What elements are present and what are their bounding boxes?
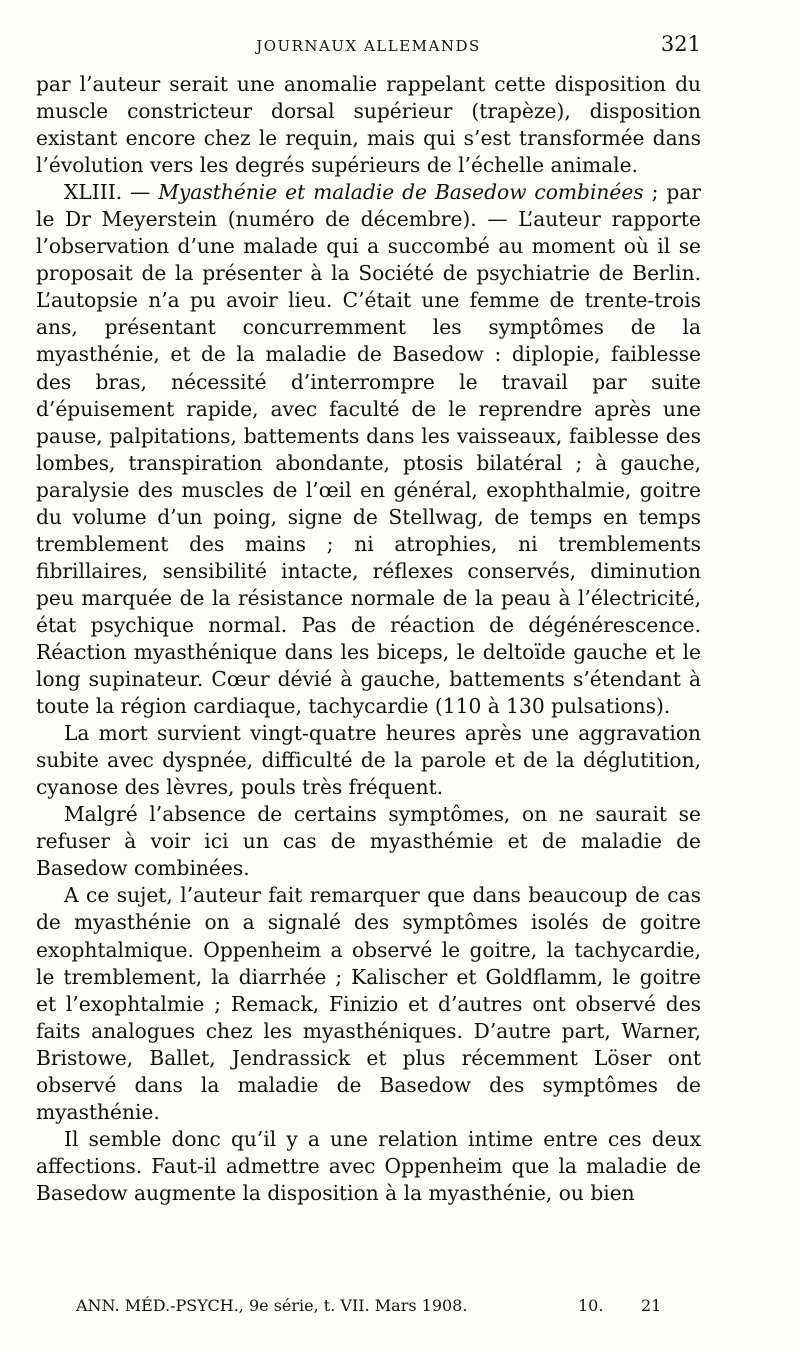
paragraph-death: La mort survient vingt-quatre heures après une aggravation subite avec dyspnée, difficulté de la parole et de la déglutition, cyanose des lèvres, pouls très fréquent. xyxy=(36,721,701,800)
footer xyxy=(76,1296,701,1320)
paragraph-article-xliii xyxy=(36,179,701,720)
paragraph-relation: Il semble donc qu’il y a une relation intime entre ces deux affections. Faut-il admettre avec Oppenheim que la maladie de Basedow augmente la disposition à la myasthénie, ou bien xyxy=(36,1126,701,1205)
page-number: 321 xyxy=(660,32,701,56)
journal-reference: ANN. MÉD.-PSYCH., 9e série, t. VII. Mars 1908. xyxy=(76,1296,468,1315)
article-number: XLIII. — xyxy=(64,180,159,205)
body-text xyxy=(36,71,701,1207)
signature-number: 21 xyxy=(641,1296,662,1315)
paragraph-literature: A ce sujet, l’auteur fait remarquer que dans beaucoup de cas de myasthénie on a signalé des symptômes isolés de goitre exophtalmique. Oppenheim a observé le goitre, la tachycardie, le tremblement, la diarrhée ; Kalischer et Goldflamm, le goitre et l’exophtalmie ; Remack, Finizio et d’autres ont observé des faits analogues chez les myasthéniques. D’autre part, Warner, Bristowe, Ballet, Jendrassick et plus récemment Löser ont observé dans la maladie de Basedow des symptômes de myasthénie. xyxy=(36,883,701,1124)
paragraph-continued: par l’auteur serait une anomalie rappelant cette disposition du muscle constricteur dorsal supérieur (trapèze), disposition existant encore chez le requin, mais qui s’est transformée dans l’évolution vers les degrés supérieurs de l’échelle animale. xyxy=(36,72,701,178)
running-title: JOURNAUX ALLEMANDS xyxy=(256,37,481,55)
signature-mark: 10. xyxy=(578,1296,604,1315)
paragraph-conclusion: Malgré l’absence de certains symptômes, on ne saurait se refuser à voir ici un cas de myasthémie et de maladie de Basedow combinées. xyxy=(36,802,701,881)
article-title: Myasthénie et maladie de Basedow combinées xyxy=(158,180,644,205)
running-head xyxy=(36,32,701,60)
article-text: ; par le Dr Meyerstein (numéro de décembre). — L’auteur rapporte l’observation d’une malade qui a succombé au moment où il se proposait de la présenter à la Société de psychiatrie de Berlin. L’autopsie n’a pu avoir lieu. C’était une femme de trente-trois ans, présentant concurremment les symptômes de la myasthénie, et de la maladie de Basedow : diplopie, faiblesse des bras, nécessité d’interrompre le travail par suite d’épuisement rapide, avec faculté de le reprendre après une pause, palpitations, battements dans les vaisseaux, faiblesse des lombes, transpiration abondante, ptosis bilatéral ; à gauche, paralysie des muscles de l’œil en général, exophthalmie, goitre du volume d’un poing, signe de Stellwag, de temps en temps tremblement des mains ; ni atrophies, ni tremblements fibrillaires, sensibilité intacte, réflexes conservés, diminution peu marquée de la résistance normale de la peau à l’électricité, état psychique normal. Pas de réaction de dégénérescence. Réaction myasthénique dans les biceps, le deltoïde gauche et le long supinateur. Cœur dévié à gauche, battements s’étendant à toute la région cardiaque, tachycardie (110 à 130 pulsations). xyxy=(36,180,702,719)
